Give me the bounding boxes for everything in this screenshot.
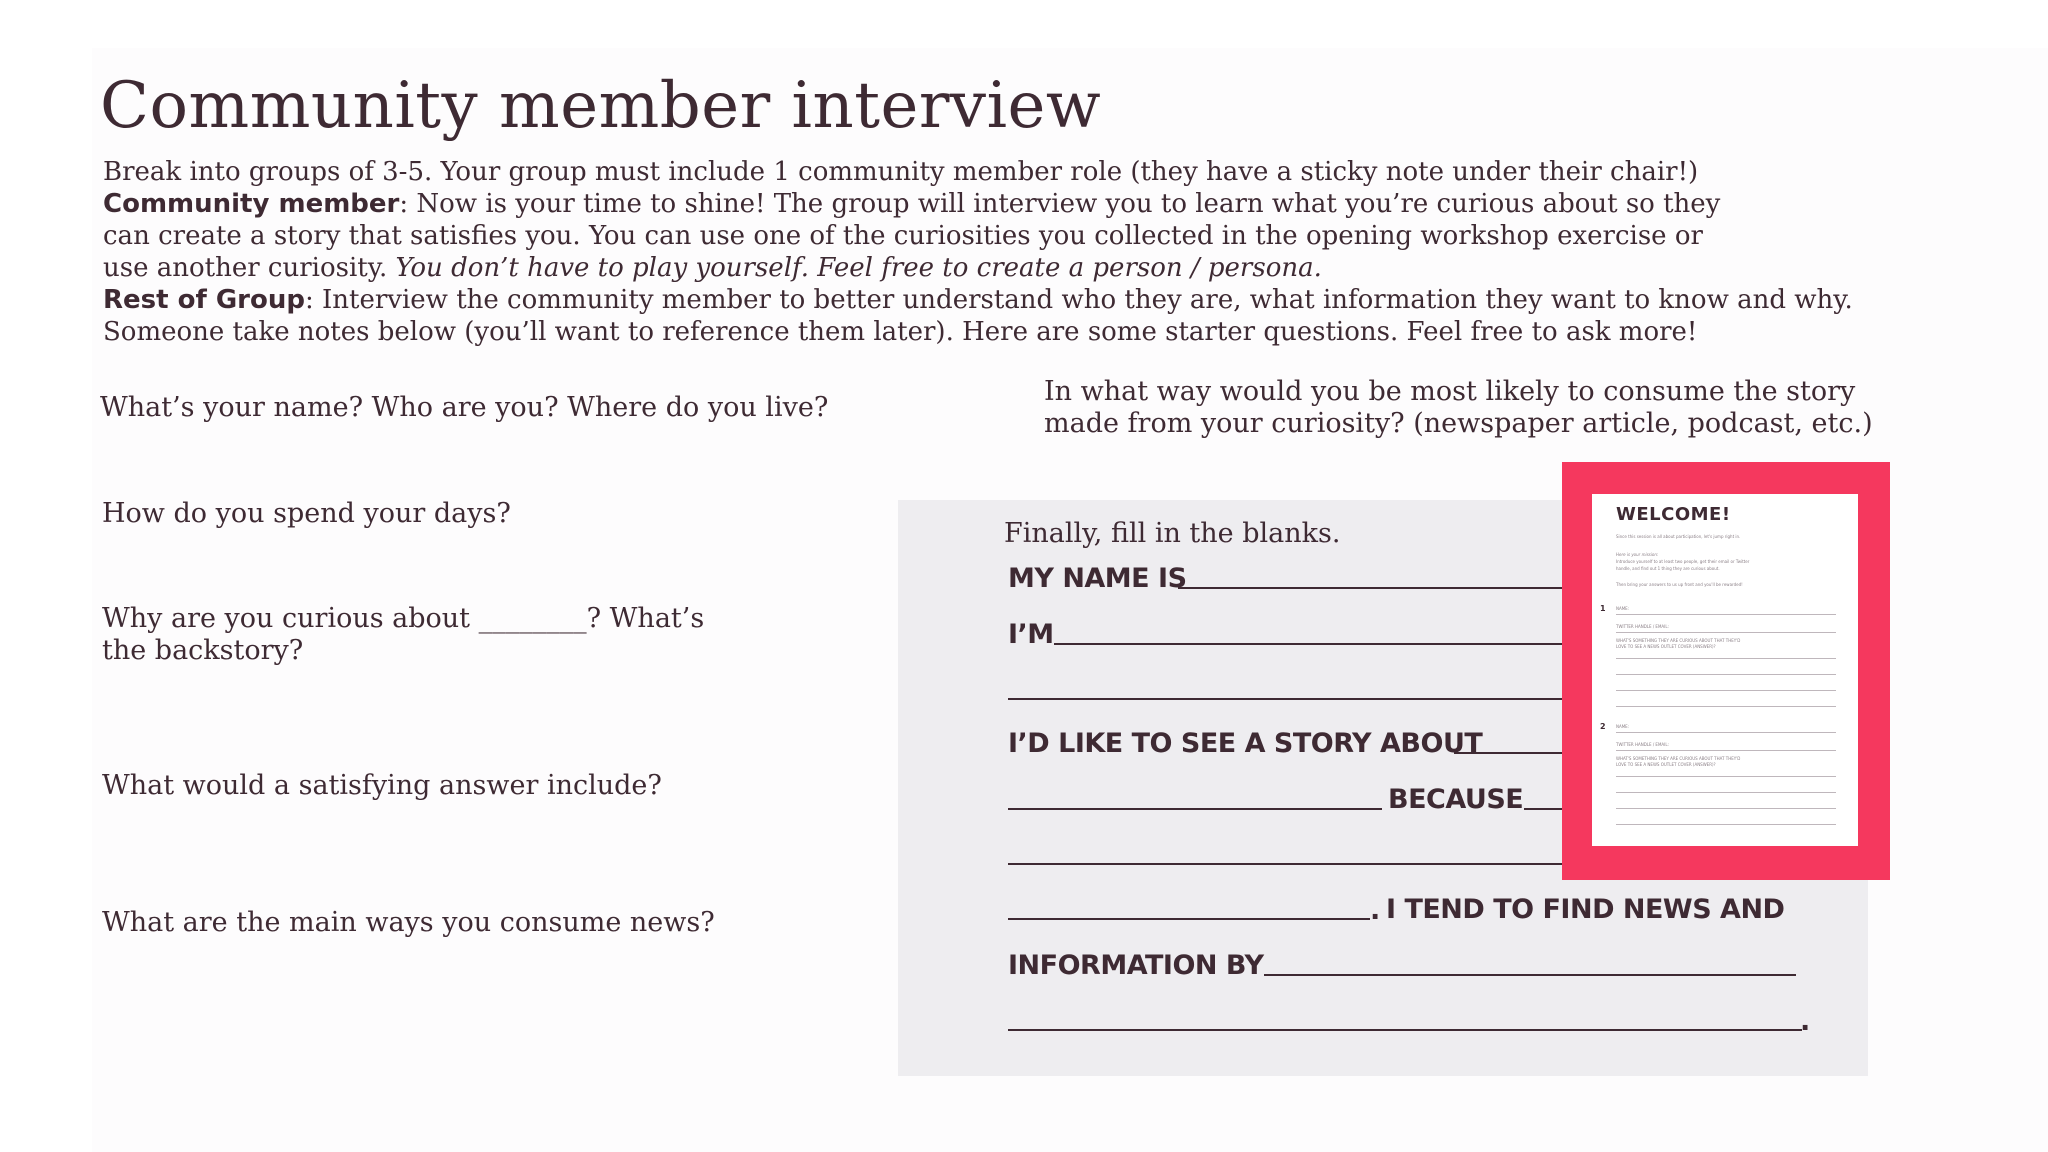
welcome-card-twitter-label-2: TWITTER HANDLE / EMAIL: (1616, 742, 1669, 747)
period-mark: . (1370, 895, 1381, 926)
question-consume-line2: made from your curiosity? (newspaper article, podcast, etc.) (1044, 408, 1873, 439)
welcome-card-curious-label-1a: WHAT'S SOMETHING THEY ARE CURIOUS ABOUT THAT THEY'D (1616, 638, 1741, 643)
welcome-card-twitter-label-1: TWITTER HANDLE / EMAIL: (1616, 624, 1669, 629)
blank-im[interactable] (1054, 643, 1568, 645)
welcome-card-rule (1616, 614, 1836, 615)
welcome-card-mission: Here is your mission: (1616, 552, 1659, 557)
blank-im-continued[interactable] (1008, 698, 1568, 700)
question-curious (102, 603, 704, 667)
welcome-card-rule (1616, 632, 1836, 633)
community-member-label: Community member (103, 189, 400, 219)
welcome-card-rule (1616, 674, 1836, 675)
label-my-name: MY NAME IS (1008, 563, 1187, 594)
blank-information-continued[interactable] (1008, 1029, 1802, 1031)
welcome-card-mission-text2: handle, and find out 1 thing they are curious about. (1616, 566, 1720, 571)
blank-my-name[interactable] (1178, 587, 1568, 589)
welcome-card-curious-label-2b: LOVE TO SEE A NEWS OUTLET COVER (ANSWER)? (1616, 762, 1716, 767)
community-member-paragraph (103, 188, 1743, 284)
question-name: What’s your name? Who are you? Where do you live? (100, 392, 829, 423)
question-consume-line1: In what way would you be most likely to consume the story (1044, 376, 1856, 407)
period-mark-final: . (1800, 1006, 1811, 1037)
rest-of-group-text: : Interview the community member to better understand who they are, what information they want to know and why. Someone take notes below (you’ll want to reference them later). Here are some starter questions. Feel free to ask more! (103, 285, 1853, 347)
community-member-italic: You don’t have to play yourself. Feel free to create a person / persona. (395, 253, 1322, 283)
welcome-card-rule (1616, 732, 1836, 733)
blank-story-about[interactable] (1454, 752, 1568, 754)
welcome-card (1592, 494, 1858, 846)
question-consume-story (1044, 376, 1873, 440)
blank-information-by[interactable] (1264, 974, 1796, 976)
welcome-card-rule (1616, 824, 1836, 825)
welcome-card-bring: Then bring your answers to us up front and you'll be rewarded! (1616, 582, 1743, 587)
rest-of-group-label: Rest of Group (103, 285, 305, 315)
welcome-card-line1: Since this session is all about participation, let's jump right in. (1616, 534, 1741, 539)
intro-line: Break into groups of 3-5. Your group must include 1 community member role (they have a sticky note under their chair!) (103, 157, 1699, 187)
blank-because-end[interactable] (1008, 918, 1370, 920)
community-member-text: : Now is your time to shine! The group will interview you to learn what you’re curious about so they can create a story that satisfies you. You can use one of the curiosities you collected in the opening workshop exercise or use another curiosity. (103, 189, 1721, 283)
welcome-card-name-label-1: NAME: (1616, 606, 1630, 611)
page-title: Community member interview (100, 69, 1102, 143)
label-tend-to-find: I TEND TO FIND NEWS AND (1386, 894, 1785, 925)
fill-in-intro: Finally, fill in the blanks. (1004, 518, 1341, 549)
question-satisfying: What would a satisfying answer include? (102, 770, 662, 801)
blank-because-continued[interactable] (1008, 863, 1568, 865)
label-story-about: I’D LIKE TO SEE A STORY ABOUT (1008, 728, 1483, 759)
blank-story-continued[interactable] (1008, 808, 1382, 810)
question-days: How do you spend your days? (102, 498, 511, 529)
label-information-by: INFORMATION BY (1008, 950, 1264, 981)
welcome-card-rule (1616, 750, 1836, 751)
intro-text (103, 156, 1903, 348)
welcome-card-number-1: 1 (1600, 604, 1606, 613)
welcome-card-curious-label-1b: LOVE TO SEE A NEWS OUTLET COVER (ANSWER)? (1616, 644, 1716, 649)
question-curious-line1: Why are you curious about ________? What’s (102, 603, 705, 634)
question-news-ways: What are the main ways you consume news? (102, 907, 715, 938)
label-im: I’M (1008, 619, 1054, 650)
welcome-card-rule (1616, 776, 1836, 777)
welcome-card-rule (1616, 792, 1836, 793)
welcome-card-rule (1616, 690, 1836, 691)
welcome-card-curious-label-2a: WHAT'S SOMETHING THEY ARE CURIOUS ABOUT THAT THEY'D (1616, 756, 1741, 761)
welcome-card-rule (1616, 706, 1836, 707)
question-curious-line2: the backstory? (102, 635, 304, 666)
welcome-card-number-2: 2 (1600, 722, 1606, 731)
welcome-card-rule (1616, 658, 1836, 659)
welcome-card-rule (1616, 808, 1836, 809)
welcome-card-title: WELCOME! (1616, 504, 1731, 525)
label-because: BECAUSE (1388, 784, 1524, 815)
rest-of-group-paragraph (103, 284, 1923, 348)
welcome-card-mission-text1: Introduce yourself to at least two people, get their email or Twitter (1616, 559, 1750, 564)
welcome-card-name-label-2: NAME: (1616, 724, 1630, 729)
